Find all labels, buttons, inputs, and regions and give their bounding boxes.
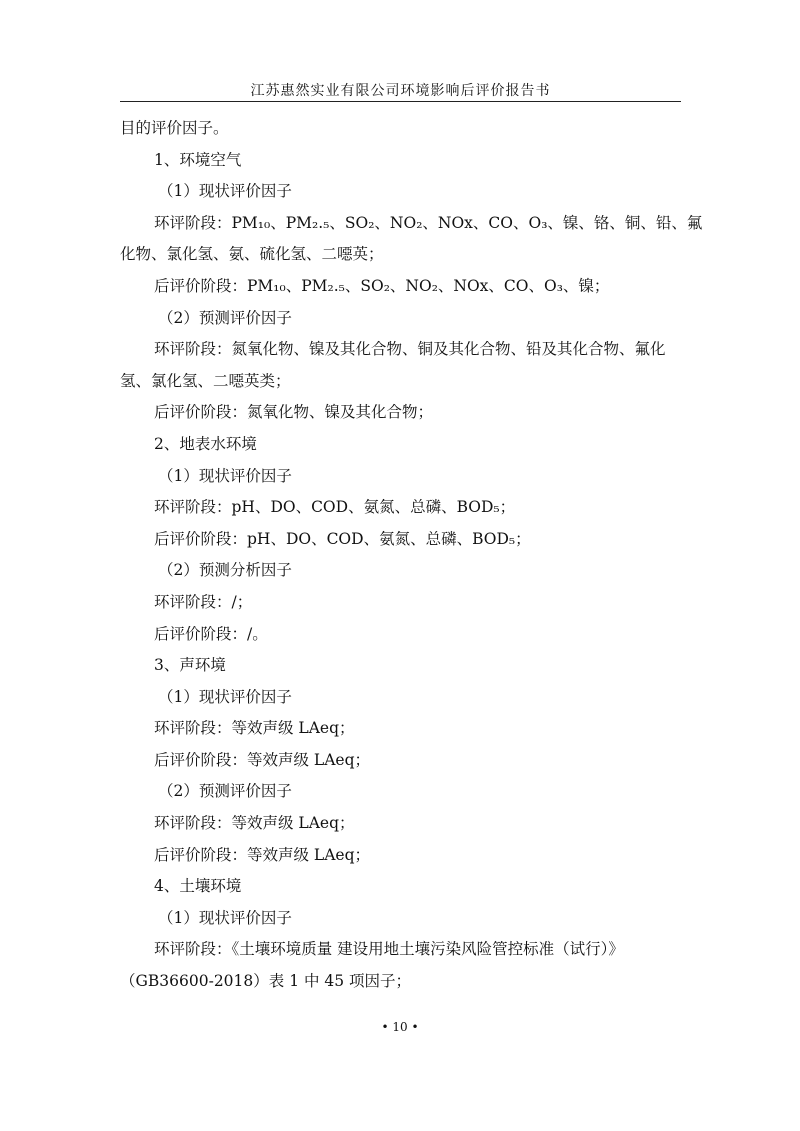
text-line: 目的评价因子。 <box>120 119 229 137</box>
page-number: • 10 • <box>381 1020 419 1034</box>
section-heading: 3、声环境 <box>154 656 226 675</box>
text-line: 环评阶段：等效声级 LAeq； <box>154 814 355 833</box>
subsection-heading: （1）现状评价因子 <box>158 182 292 201</box>
text-line: 后评价阶段：PM₁₀、PM₂.₅、SO₂、NO₂、NOx、CO、O₃、镍； <box>154 276 610 295</box>
text-line: （GB36600-2018）表 1 中 45 项因子； <box>120 972 412 991</box>
text-line: 环评阶段：pH、DO、COD、氨氮、总磷、BOD₅； <box>154 498 516 517</box>
text-line: 化物、氯化氢、氨、硫化氢、二噁英； <box>120 245 384 264</box>
text-line: 环评阶段：等效声级 LAeq； <box>154 719 355 738</box>
subsection-heading: （2）预测评价因子 <box>158 308 292 327</box>
text-line: 后评价阶段：pH、DO、COD、氨氮、总磷、BOD₅； <box>154 529 531 548</box>
text-line: 后评价阶段：氮氧化物、镍及其化合物； <box>154 403 434 422</box>
section-heading: 2、地表水环境 <box>154 434 257 453</box>
text-line: 环评阶段：/； <box>154 592 253 611</box>
section-heading: 1、环境空气 <box>154 150 242 169</box>
subsection-heading: （2）预测评价因子 <box>158 782 292 801</box>
subsection-heading: （2）预测分析因子 <box>158 561 292 580</box>
subsection-heading: （1）现状评价因子 <box>158 687 292 706</box>
subsection-heading: （1）现状评价因子 <box>158 466 292 485</box>
text-line: 后评价阶段：/。 <box>154 624 268 643</box>
text-line: 环评阶段：PM₁₀、PM₂.₅、SO₂、NO₂、NOx、CO、O₃、镍、铬、铜、铅、氟 <box>154 213 703 232</box>
text-line: 环评阶段：氮氧化物、镍及其化合物、铜及其化合物、铅及其化合物、氟化 <box>154 340 666 359</box>
subsection-heading: （1）现状评价因子 <box>158 908 292 927</box>
header-rule <box>120 101 681 102</box>
text-line: 环评阶段：《土壤环境质量 建设用地土壤污染风险管控标准（试行）》 <box>154 940 624 959</box>
running-header: 江苏惠然实业有限公司环境影响后评价报告书 <box>250 83 551 99</box>
section-heading: 4、土壤环境 <box>154 877 242 896</box>
document-body <box>120 113 703 998</box>
text-line: 后评价阶段：等效声级 LAeq； <box>154 750 371 769</box>
text-line: 后评价阶段：等效声级 LAeq； <box>154 845 371 864</box>
text-line: 氢、氯化氢、二噁英类； <box>120 371 291 390</box>
